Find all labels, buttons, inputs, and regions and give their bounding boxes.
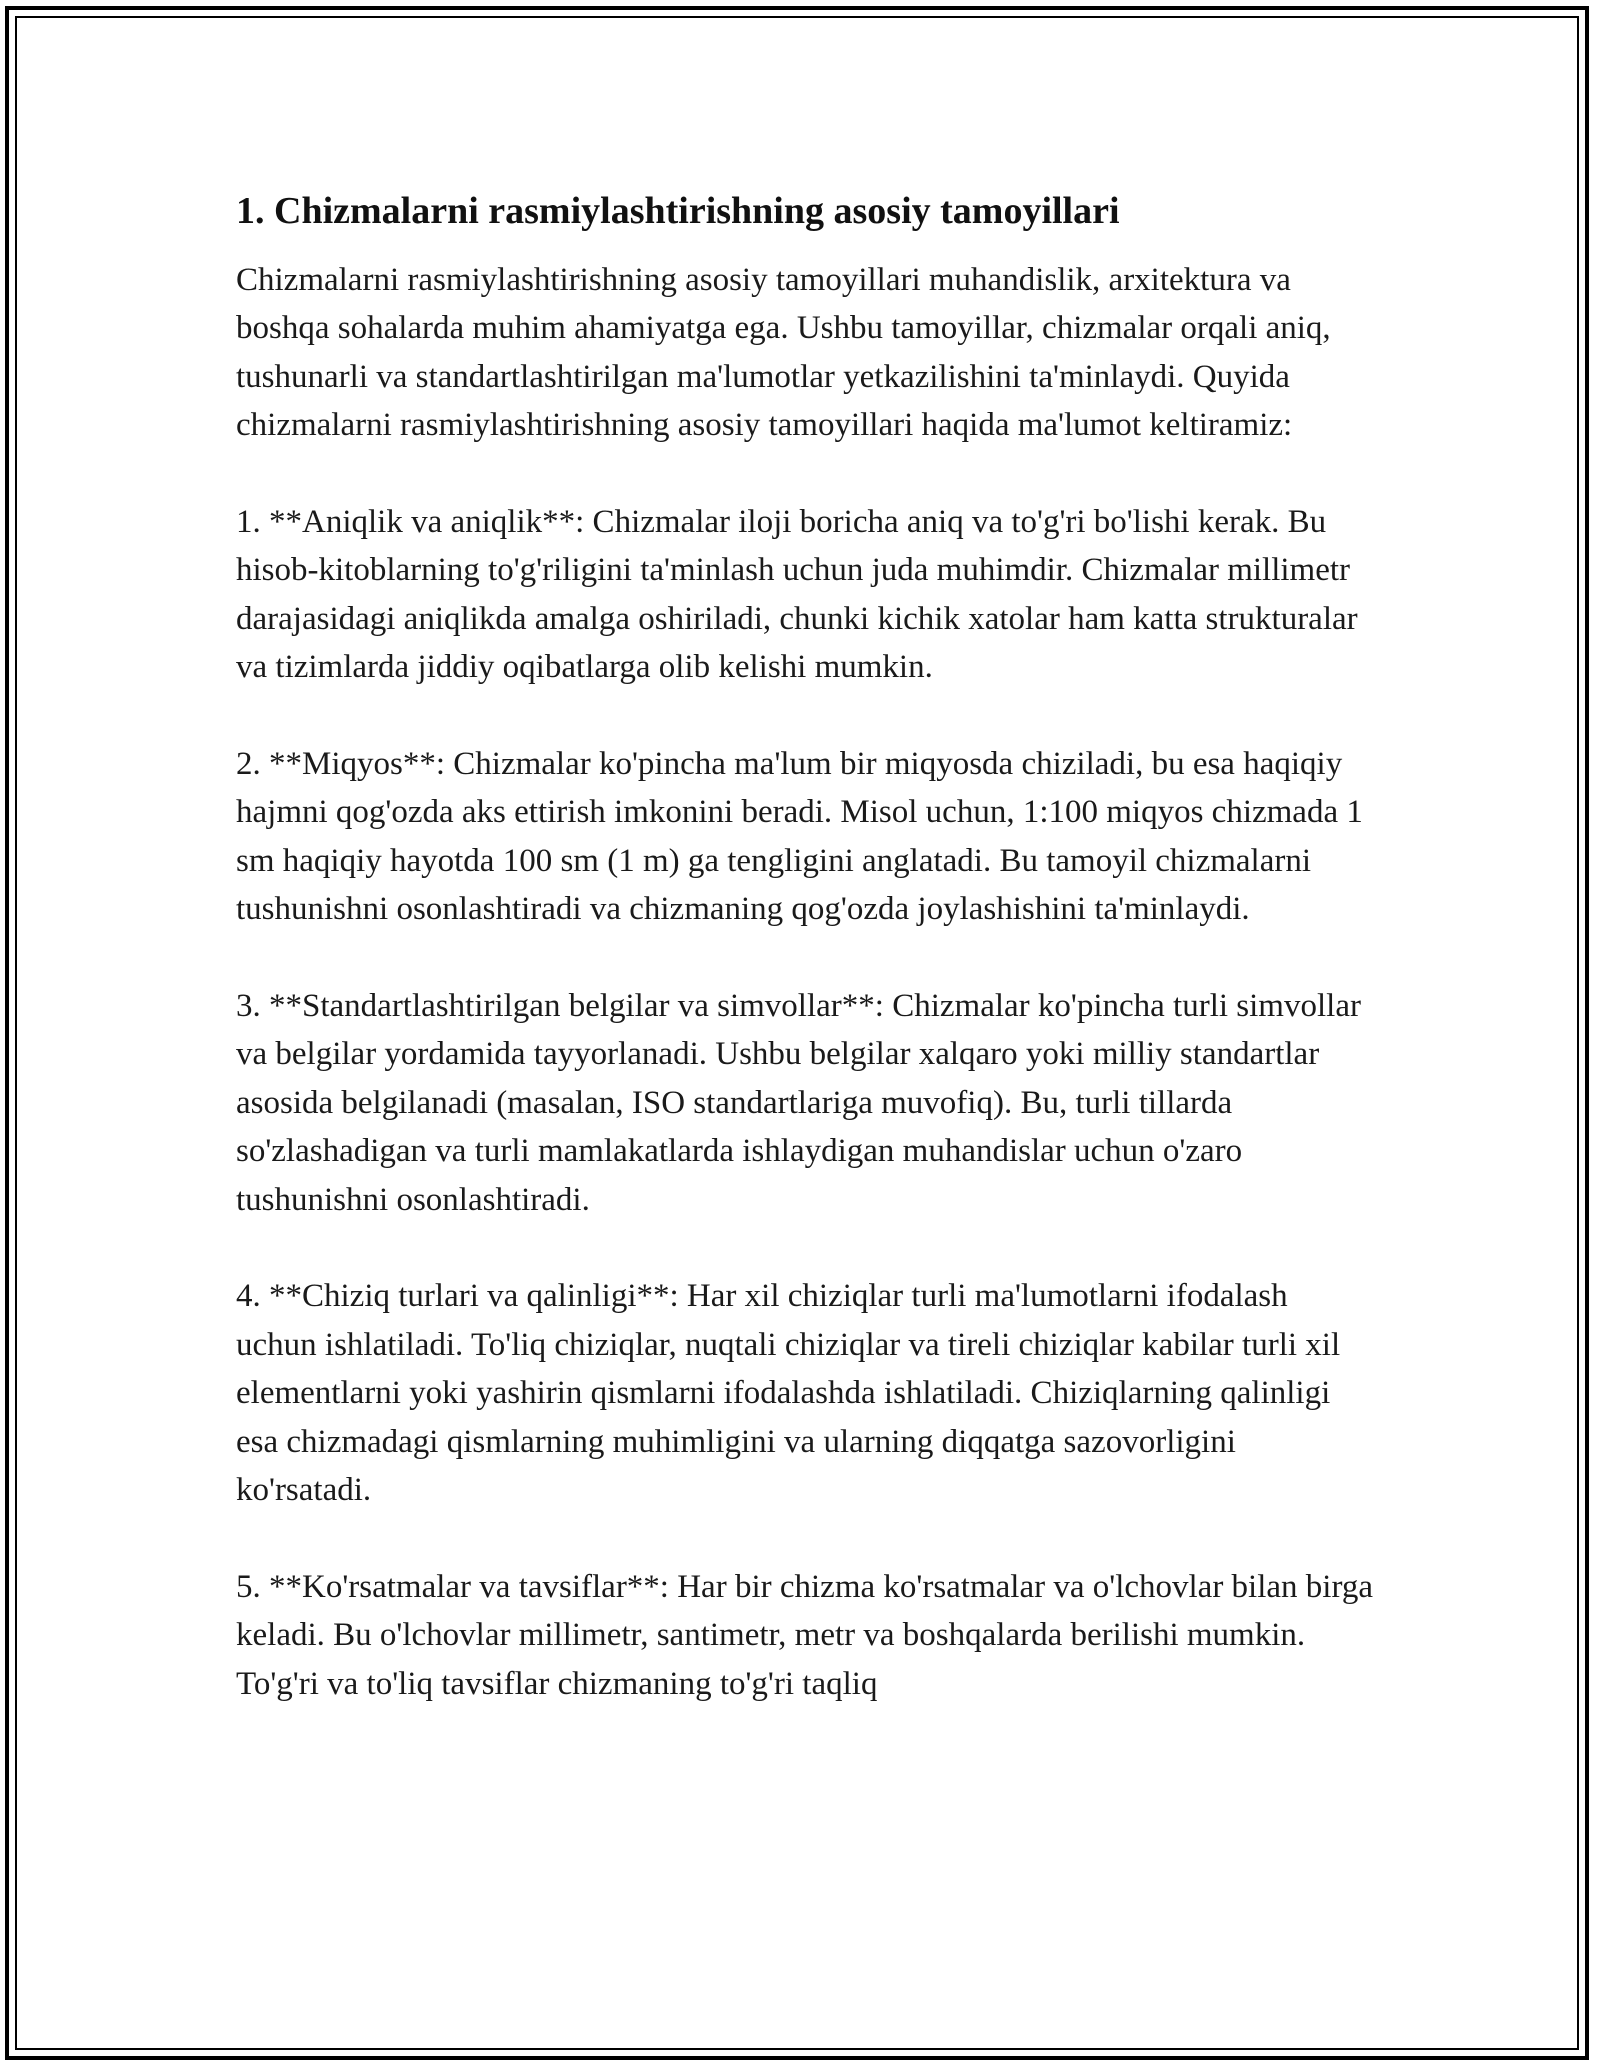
intro-paragraph: Chizmalarni rasmiylashtirishning asosiy tamoyillari muhandislik, arxitektura va boshqa sohalarda muhim ahamiyatga ega. Ushbu tamoyillar, chizmalar orqali aniq, tushunarli va standartlashtirilgan ma'lumotlar yetkazilishini ta'minlaydi. Quyida chizmalarni rasmiylashtirishning asosiy tamoyillari haqida ma'lumot keltiramiz: — [236, 262, 1331, 444]
principle-symbols-paragraph: 3. **Standartlashtirilgan belgilar va simvollar**: Chizmalar ko'pincha turli simvollar va belgilar yordamida tayyorlanadi. Ushbu belgilar xalqaro yoki milliy standartlar asosida belgilanadi (masalan, ISO standartlariga muvofiq). Bu, turli tillarda so'zlashadigan va turli mamlakatlarda ishlaydigan muhandislar uchun o'zaro tushunishni osonlashtiradi. — [236, 988, 1361, 1218]
principle-instructions-paragraph: 5. **Ko'rsatmalar va tavsiflar**: Har bir chizma ko'rsatmalar va o'lchovlar bilan birga keladi. Bu o'lchovlar millimetr, santimetr, metr va boshqalarda berilishi mumkin. To'g'ri va to'liq tavsiflar chizmaning to'g'ri taqliq — [236, 1568, 1374, 1702]
principle-accuracy-paragraph: 1. **Aniqlik va aniqlik**: Chizmalar iloji boricha aniq va to'g'ri bo'lishi kerak. Bu hisob-kitoblarning to'g'riligini ta'minlash uchun juda muhimdir. Chizmalar millimetr darajasidagi aniqlikda amalga oshiriladi, chunki kichik xatolar ham katta strukturalar va tizimlarda jiddiy oqibatlarga olib kelishi mumkin. — [236, 504, 1358, 686]
document-body — [236, 186, 1376, 1757]
principle-line-types-paragraph: 4. **Chiziq turlari va qalinligi**: Har xil chiziqlar turli ma'lumotlarni ifodalash uchun ishlatiladi. To'liq chiziqlar, nuqtali chiziqlar va tireli chiziqlar kabilar turli xil elementlarni yoki yashirin qismlarni ifodalashda ishlatiladi. Chiziqlarning qalinligi esa chizmadagi qismlarning muhimligini va ularning diqqatga sazovorligini ko'rsatadi. — [236, 1278, 1341, 1509]
document-heading: 1. Chizmalarni rasmiylashtirishning asosiy tamoyillari — [236, 190, 1120, 232]
principle-scale-paragraph: 2. **Miqyos**: Chizmalar ko'pincha ma'lum bir miqyosda chiziladi, bu esa haqiqiy hajmni qog'ozda aks ettirish imkonini beradi. Misol uchun, 1:100 miqyos chizmada 1 sm haqiqiy hayotda 100 sm (1 m) ga tengligini anglatadi. Bu tamoyil chizmalarni tushunishni osonlashtiradi va chizmaning qog'ozda joylashishini ta'minlaydi. — [236, 746, 1363, 928]
